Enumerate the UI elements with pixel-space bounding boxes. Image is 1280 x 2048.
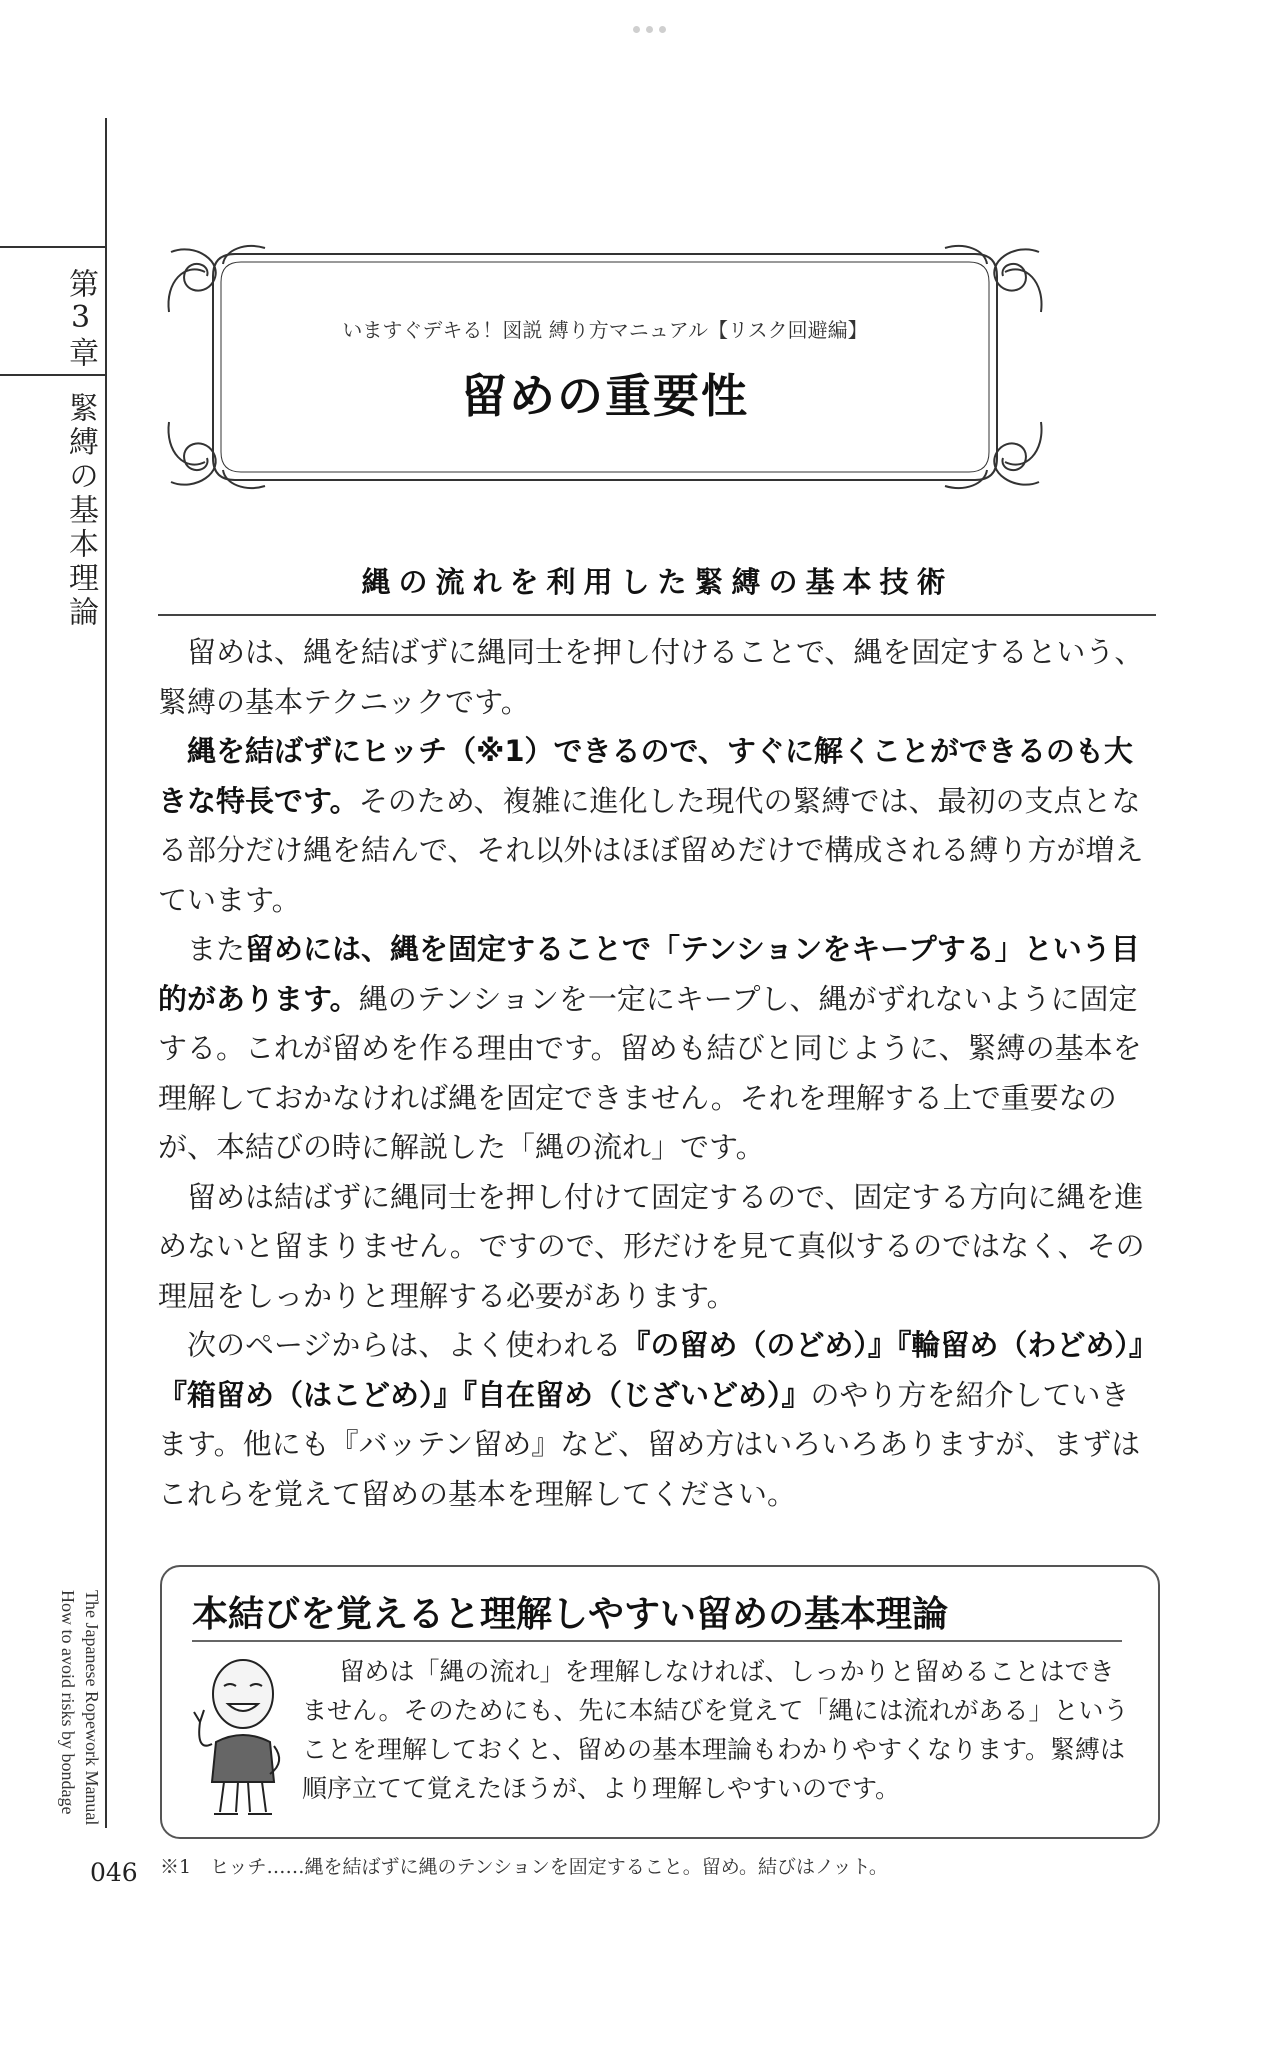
paragraph-1: 留めは、縄を結ばずに縄同士を押し付けることで、縄を固定するという、緊縛の基本テクニックです。 [158, 635, 1144, 719]
callout-title-rule [192, 1640, 1122, 1642]
paragraph-5 [158, 1321, 1158, 1519]
side-rail-divider-mid [0, 374, 106, 376]
paragraph-5-rest: のやり方を紹介していきます。他にも『バッテン留め』など、留め方はいろいろありますが、まずはこれらを覚えて留めの基本を理解してください。 [158, 1377, 1141, 1511]
paragraph-3-rest: 縄のテンションを一定にキープし、縄がずれないように固定する。これが留めを作る理由です。留めも結びと同じように、緊縛の基本を理解しておかなければ縄を固定できません。それを理解する上で重要なのが、本結びの時に解説した「縄の流れ」です。 [158, 981, 1142, 1164]
callout-title: 本結びを覚えると理解しやすい留めの基本理論 [192, 1594, 949, 1635]
series-subtitle: いますぐデキる！図説 縛り方マニュアル【リスク回避編】 [342, 318, 868, 342]
paragraph-4: 留めは結ばずに縄同士を押し付けて固定するので、固定する方向に縄を進めないと留まりません。ですので、形だけを見て真似するのではなく、その理屈をしっかりと理解する必要があります。 [158, 1179, 1145, 1313]
paragraph-5-lead: 次のページからは、よく使われる [187, 1328, 622, 1362]
page-title: 留めの重要性 [461, 369, 749, 423]
side-rail-divider-top [0, 246, 106, 248]
body-text [158, 628, 1158, 1519]
page-number: 046 [90, 1858, 138, 1887]
footnote: ※1 ヒッチ……縄を結ばずに縄のテンションを固定すること。留め。結びはノット。 [160, 1856, 888, 1878]
chapter-label: 第3章 [63, 268, 98, 369]
heading-underline [158, 614, 1156, 616]
paragraph-3-lead: また [187, 932, 246, 966]
mascot-illustration [188, 1652, 298, 1822]
callout-paragraph: 留めは「縄の流れ」を理解しなければ、しっかりと留めることはできません。そのためにも、先に本結びを覚えて「縄には流れがある」ということを理解しておくと、留めの基本理論もわかりやすくなります。緊縛は順序立てて覚えたほうが、より理解しやすいのです。 [302, 1657, 1129, 1803]
callout-text [302, 1652, 1132, 1808]
window-handle-dots[interactable] [633, 26, 666, 33]
english-subtitle: How to avoid risks by bondage [58, 1590, 78, 1815]
paragraph-3-bold: 留めには、縄を固定することで「テンションをキープする」という目的があります。 [158, 932, 1140, 1016]
paragraph-2-bold: 縄を結ばずにヒッチ（※1）できるので、すぐに解くことができるのも大きな特長です。 [158, 734, 1133, 818]
section-label: 緊縛の基本理論 [63, 392, 98, 630]
section-heading: 縄の流れを利用した緊縛の基本技術 [361, 565, 954, 599]
paragraph-2-rest: そのため、複雑に進化した現代の緊縛では、最初の支点となる部分だけ縄を結んで、それ以外はほぼ留めだけで構成される縛り方が増えています。 [158, 783, 1144, 917]
english-title: The Japanese Ropework Manual [82, 1590, 102, 1826]
paragraph-2 [158, 727, 1158, 925]
english-book-title [56, 1590, 104, 1825]
paragraph-5-bold: 『の留め（のどめ）』『輪留め（わどめ）』『箱留め（はこどめ）』『自在留め（じざいどめ）』 [158, 1328, 1158, 1412]
paragraph-3 [158, 925, 1158, 1173]
